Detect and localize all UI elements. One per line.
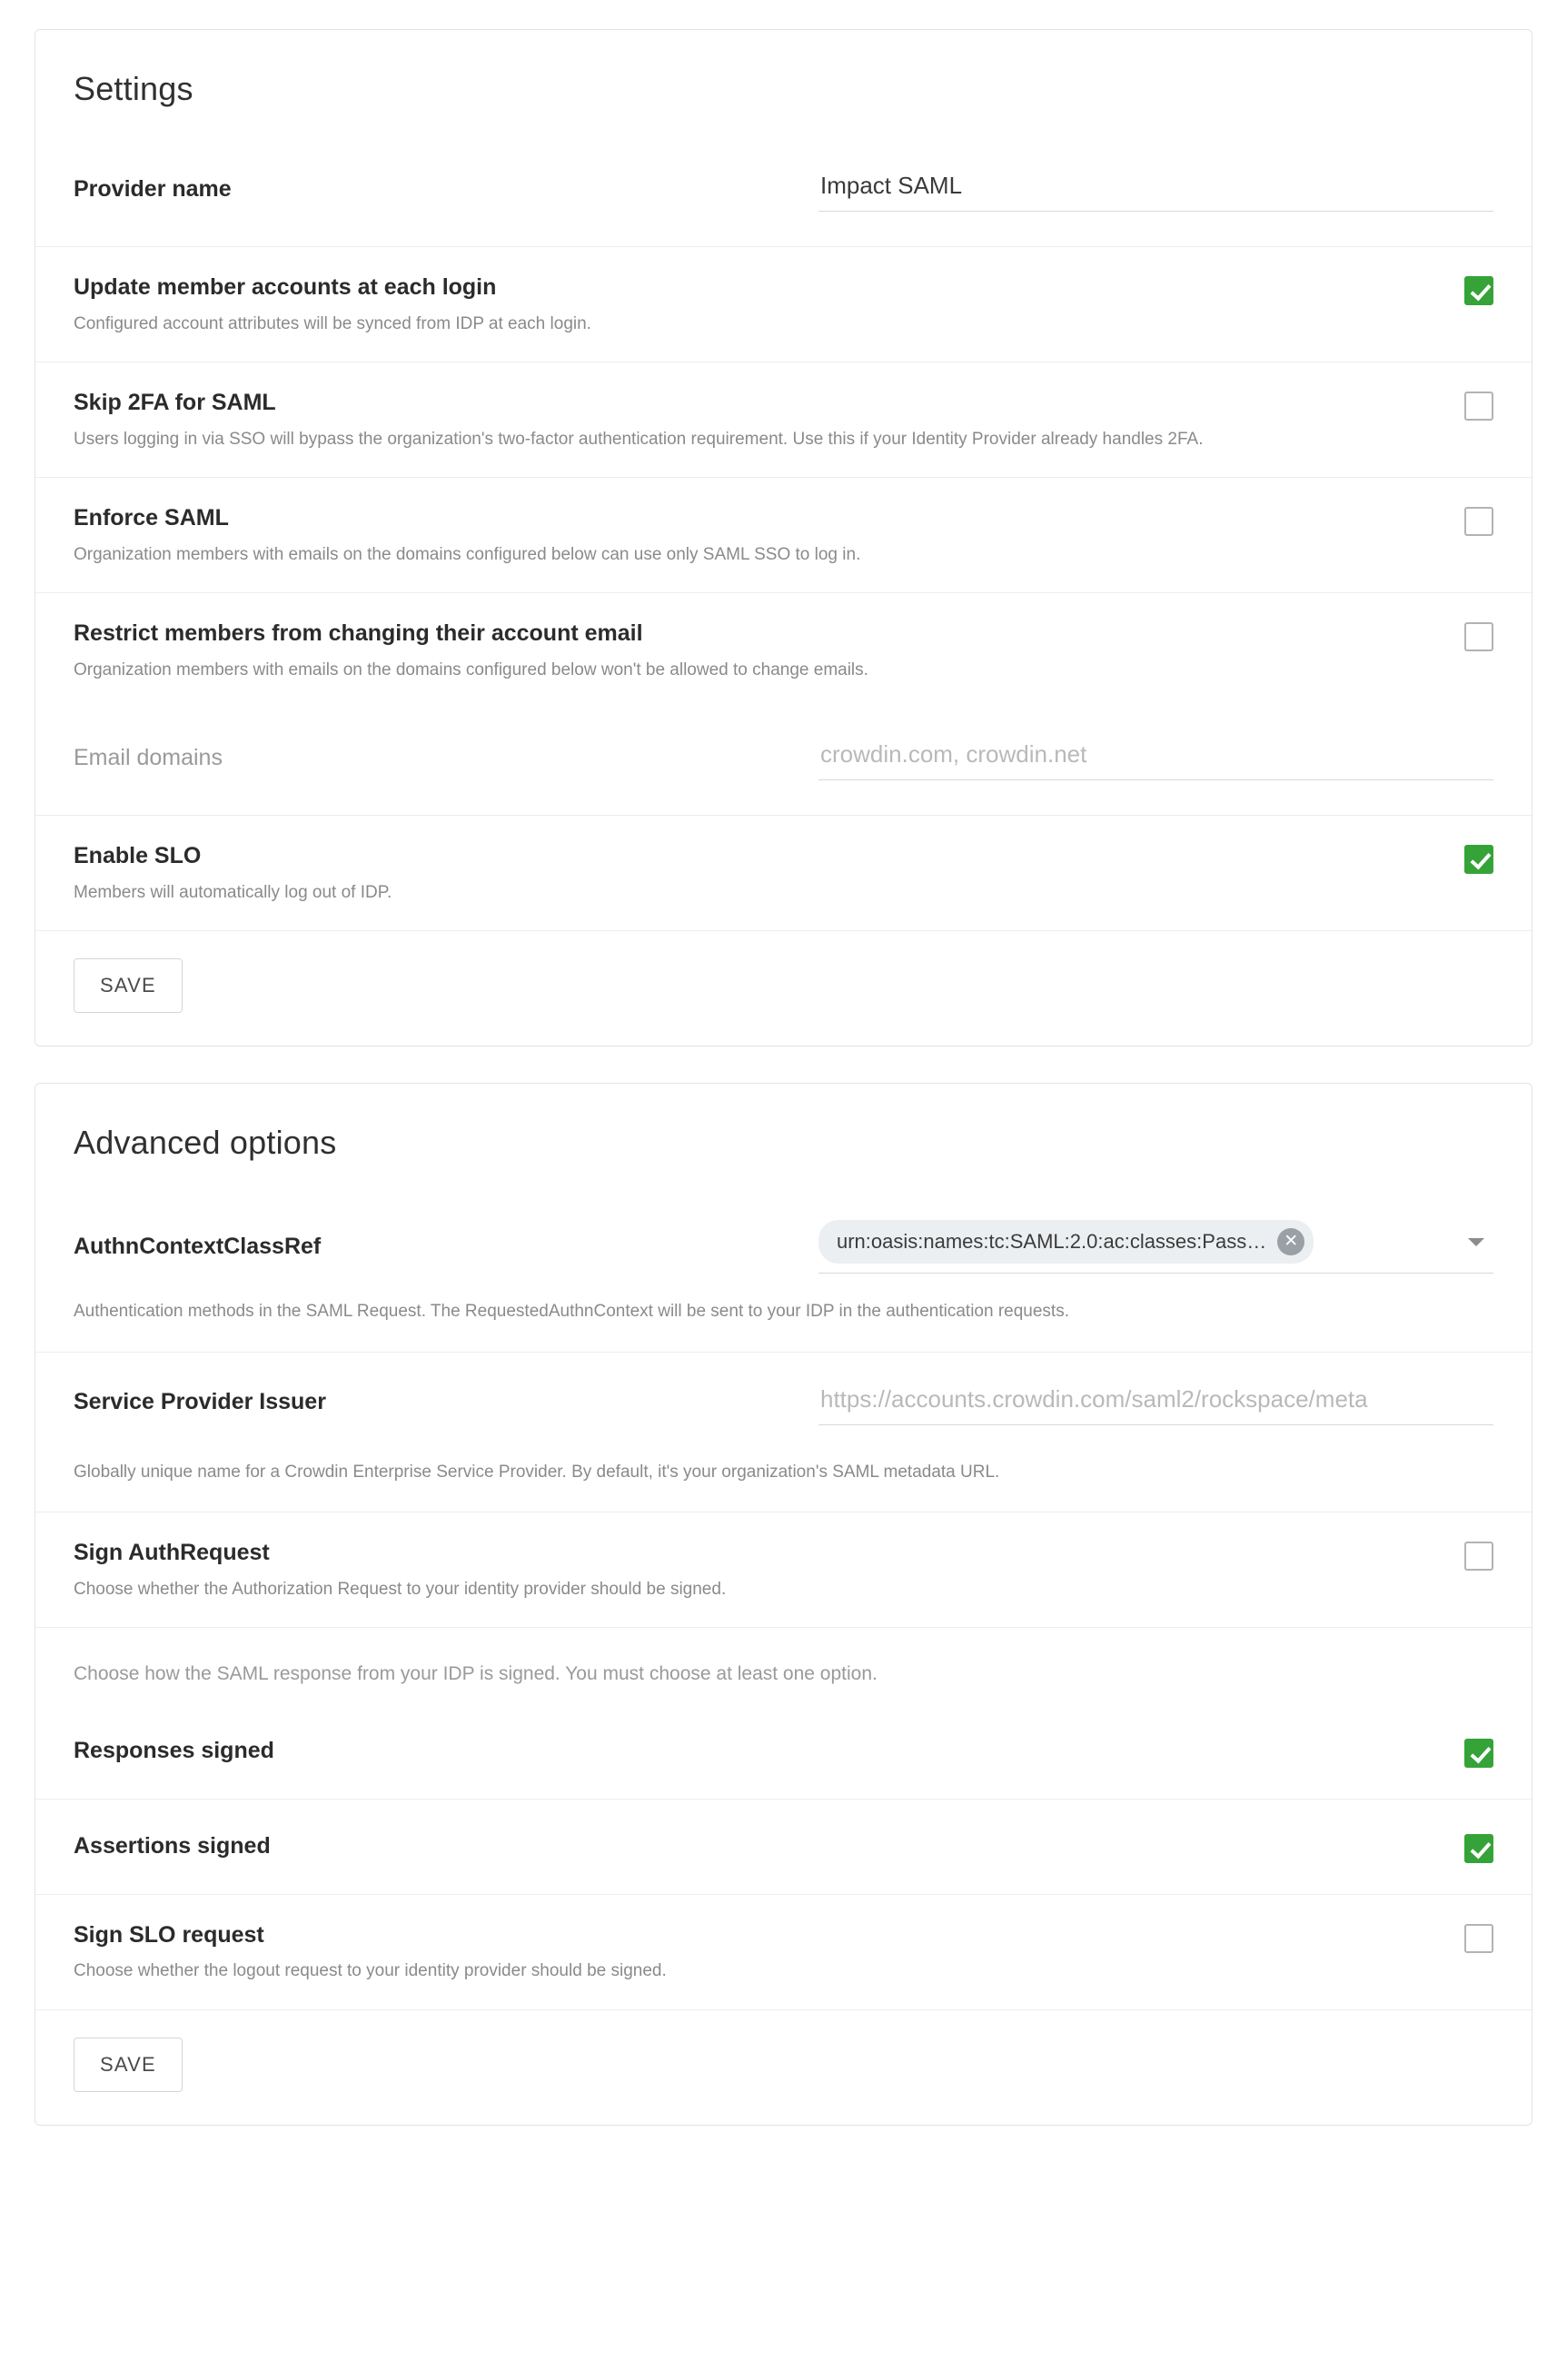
settings-title: Settings	[74, 70, 193, 107]
authn-context-description: Authentication methods in the SAML Request. The RequestedAuthnContext will be sent to your IDP in the authentication requests.	[74, 1302, 1069, 1322]
checkbox-update-member-accounts[interactable]	[1464, 276, 1493, 305]
advanced-save-wrap	[35, 2009, 1532, 2125]
option-description: Users logging in via SSO will bypass the organization's two-factor authentication requirement. Use this if your Identity Provider already handles 2FA.	[74, 429, 1204, 449]
settings-save-wrap	[35, 930, 1532, 1046]
provider-name-row	[35, 139, 1532, 246]
option-description: Organization members with emails on the domains configured below won't be allowed to change emails.	[74, 659, 868, 679]
sp-issuer-input[interactable]	[818, 1380, 1493, 1425]
option-label: Responses signed	[74, 1738, 274, 1764]
responses-signed-row	[35, 1699, 1532, 1799]
sp-issuer-description: Globally unique name for a Crowdin Enterprise Service Provider. By default, it's your organization's SAML metadata URL.	[74, 1462, 1000, 1482]
sign-slo-row	[35, 1894, 1532, 2009]
option-description: Choose whether the logout request to your identity provider should be signed.	[74, 1961, 667, 1981]
checkbox-sign-slo-request[interactable]	[1464, 1924, 1493, 1953]
close-icon[interactable]: ✕	[1277, 1228, 1304, 1255]
option-row-restrict-email	[35, 592, 1532, 708]
option-label: Sign SLO request	[74, 1921, 264, 1948]
signing-intro-row	[35, 1627, 1532, 1698]
checkbox-assertions-signed[interactable]	[1464, 1834, 1493, 1863]
checkbox-enable-slo[interactable]	[1464, 845, 1493, 874]
advanced-save-button[interactable]: SAVE	[74, 2038, 183, 2092]
option-label: Enable SLO	[74, 843, 202, 869]
checkbox-skip-2fa[interactable]	[1464, 392, 1493, 421]
option-description: Organization members with emails on the domains configured below can use only SAML SSO to log in.	[74, 544, 861, 564]
advanced-options-card	[35, 1083, 1532, 2126]
option-label: Assertions signed	[74, 1833, 271, 1859]
provider-name-label: Provider name	[74, 175, 232, 202]
option-label: Enforce SAML	[74, 505, 229, 531]
email-domains-label: Email domains	[74, 744, 223, 770]
authn-context-chip	[818, 1220, 1314, 1264]
option-row-enforce-saml	[35, 477, 1532, 592]
option-row-update-accounts	[35, 246, 1532, 362]
option-description: Choose whether the Authorization Request to your identity provider should be signed.	[74, 1579, 727, 1599]
option-description: Configured account attributes will be synced from IDP at each login.	[74, 313, 591, 333]
authn-context-row	[35, 1193, 1532, 1274]
settings-card	[35, 29, 1532, 1046]
signing-intro-text: Choose how the SAML response from your IDP is signed. You must choose at least one option.	[74, 1663, 878, 1685]
assertions-signed-row	[35, 1799, 1532, 1894]
checkbox-enforce-saml[interactable]	[1464, 507, 1493, 536]
option-description: Members will automatically log out of IDP.	[74, 882, 392, 902]
email-domains-input[interactable]	[818, 735, 1493, 780]
checkbox-sign-authrequest[interactable]	[1464, 1542, 1493, 1571]
provider-name-input[interactable]	[818, 166, 1493, 212]
settings-save-button[interactable]: SAVE	[74, 958, 183, 1013]
sp-issuer-row	[35, 1352, 1532, 1434]
option-row-skip-2fa	[35, 362, 1532, 477]
option-row-enable-slo	[35, 815, 1532, 930]
option-label: Sign AuthRequest	[74, 1540, 270, 1566]
option-label: Update member accounts at each login	[74, 274, 497, 300]
authn-context-label: AuthnContextClassRef	[74, 1234, 322, 1260]
sp-issuer-label: Service Provider Issuer	[74, 1389, 326, 1415]
sign-authrequest-row	[35, 1512, 1532, 1627]
advanced-options-title: Advanced options	[74, 1124, 337, 1162]
checkbox-responses-signed[interactable]	[1464, 1739, 1493, 1768]
option-label: Skip 2FA for SAML	[74, 390, 276, 416]
chevron-down-icon[interactable]	[1468, 1238, 1484, 1246]
option-label: Restrict members from changing their account email	[74, 620, 643, 647]
authn-context-chip-label: urn:oasis:names:tc:SAML:2.0:ac:classes:Pass…	[837, 1230, 1267, 1254]
checkbox-restrict-email-change[interactable]	[1464, 622, 1493, 651]
authn-context-select[interactable]	[818, 1220, 1493, 1274]
email-domains-row	[35, 708, 1532, 815]
